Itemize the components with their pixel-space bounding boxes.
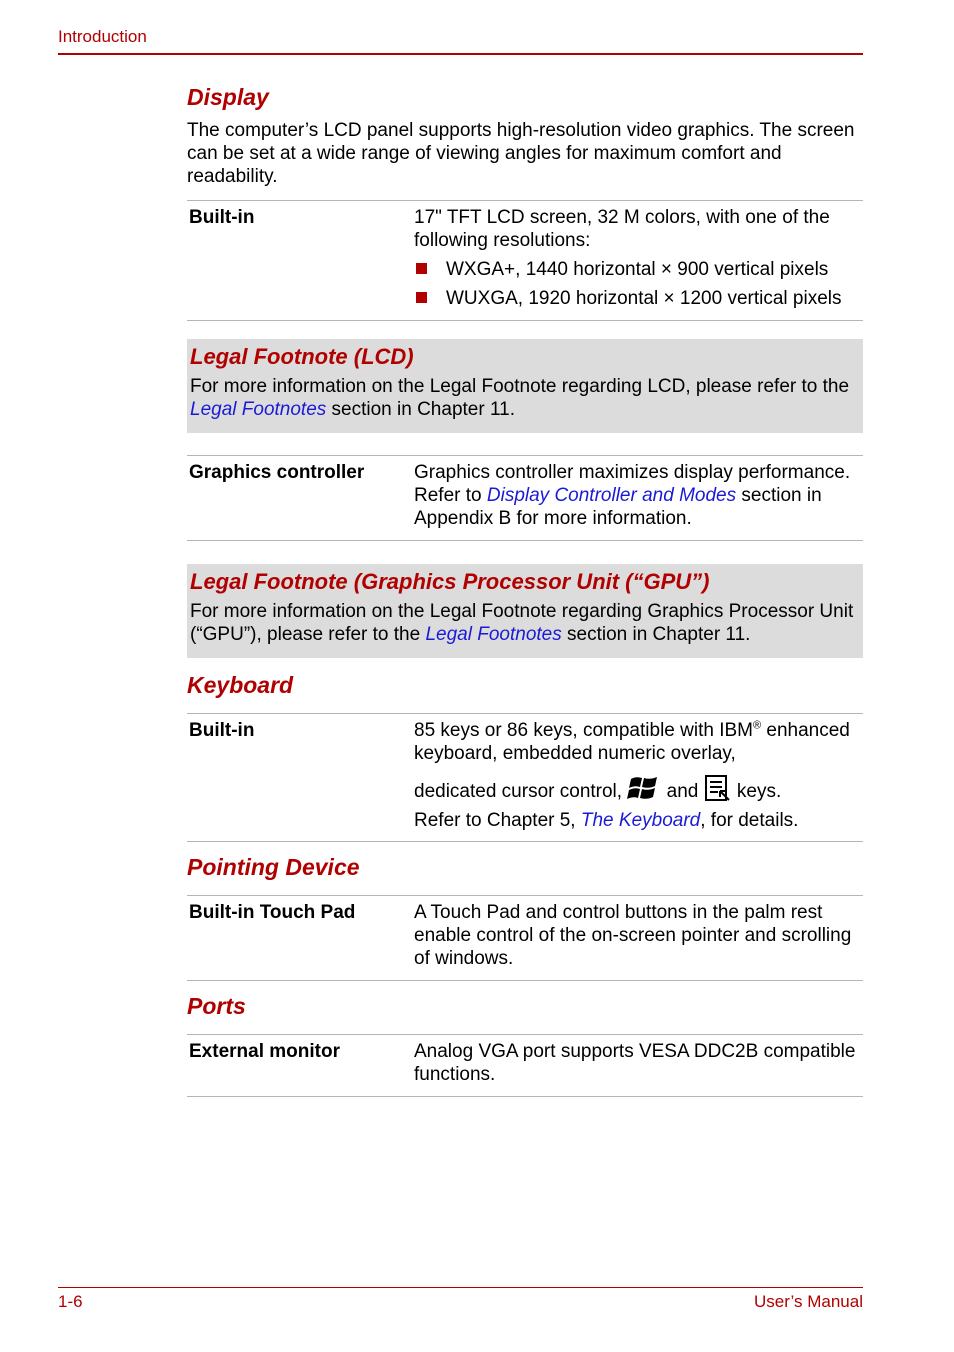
display-controller-link[interactable]: Display Controller and Modes [486, 485, 737, 506]
keyboard-heading: Keyboard [187, 672, 294, 698]
header-rule [58, 53, 863, 55]
spec-label: Built-in [189, 207, 255, 228]
spec-text: Graphics controller maximizes display performance. Refer to [414, 462, 851, 506]
spec-text: enhanced keyboard, embedded numeric overlay, [414, 720, 850, 764]
application-key-icon [704, 773, 732, 809]
table-row [187, 456, 863, 541]
spec-label: Built-in [189, 720, 255, 741]
display-spec-table [187, 200, 863, 321]
spec-label: Graphics controller [189, 462, 365, 483]
legal-footnotes-link[interactable]: Legal Footnotes [190, 399, 327, 420]
manual-title: User’s Manual [754, 1292, 863, 1311]
the-keyboard-link[interactable]: The Keyboard [580, 810, 701, 831]
windows-key-icon [627, 773, 661, 809]
spec-value: A Touch Pad and control buttons in the palm rest enable control of the on-screen pointer and scrolling of windows. [414, 902, 852, 969]
list-item: WXGA+, 1440 horizontal × 900 vertical pixels [414, 258, 859, 281]
pointing-device-heading: Pointing Device [187, 854, 360, 880]
page-number: 1-6 [58, 1292, 83, 1311]
ports-heading: Ports [187, 993, 246, 1019]
spec-text: , for details. [700, 810, 799, 831]
spec-text: keys. [736, 781, 782, 802]
keyboard-text-2 [414, 773, 859, 809]
resolution-list [414, 258, 859, 310]
graphics-spec-table [187, 455, 863, 541]
pointing-spec-table [187, 895, 863, 981]
spec-text: section in Appendix B for more information. [414, 485, 822, 529]
registered-mark: ® [752, 719, 762, 732]
spec-label: Built-in Touch Pad [189, 902, 356, 923]
note-text: section in Chapter 11. [326, 399, 515, 420]
legal-footnote-gpu-heading: Legal Footnote (Graphics Processor Unit (“GPU”) [190, 569, 710, 594]
legal-footnote-lcd-box [187, 339, 863, 433]
keyboard-text-1 [414, 719, 859, 765]
spec-text: 85 keys or 86 keys, compatible with IBM [414, 720, 753, 741]
table-row [187, 714, 863, 842]
header-section-title: Introduction [58, 27, 147, 46]
spec-value: Analog VGA port supports VESA DDC2B compatible functions. [414, 1041, 856, 1085]
list-item: WUXGA, 1920 horizontal × 1200 vertical pixels [414, 287, 859, 310]
ports-spec-table [187, 1034, 863, 1097]
display-heading: Display [187, 84, 269, 110]
legal-footnote-lcd-heading: Legal Footnote (LCD) [190, 344, 414, 369]
display-intro: The computer’s LCD panel supports high-resolution video graphics. The screen can be set at a wide range of viewing angles for maximum comfort and readability. [187, 120, 855, 187]
legal-footnote-lcd-text [190, 375, 861, 421]
legal-footnote-gpu-box [187, 564, 863, 658]
note-text: For more information on the Legal Footnote regarding Graphics Processor Unit (“GPU”), please refer to the [190, 601, 854, 645]
spec-text: Refer to Chapter 5, [414, 810, 581, 831]
note-text: section in Chapter 11. [561, 624, 751, 645]
display-builtin-text: 17" TFT LCD screen, 32 M colors, with one of the following resolutions: [414, 207, 830, 251]
keyboard-spec-table [187, 713, 863, 842]
note-text: For more information on the Legal Footnote regarding LCD, please refer to the [190, 376, 850, 397]
table-row [187, 201, 863, 321]
spec-label: External monitor [189, 1041, 340, 1062]
legal-footnote-gpu-text [190, 600, 861, 646]
spec-text: and [666, 781, 699, 802]
spec-value [414, 714, 863, 842]
page-content [187, 82, 863, 1097]
spec-text: dedicated cursor control, [414, 781, 623, 802]
table-row [187, 896, 863, 981]
spec-value [414, 456, 863, 541]
table-row [187, 1035, 863, 1097]
keyboard-text-3 [414, 809, 859, 832]
spec-value [414, 201, 863, 321]
footer-rule [58, 1287, 863, 1288]
legal-footnotes-link[interactable]: Legal Footnotes [425, 624, 562, 645]
